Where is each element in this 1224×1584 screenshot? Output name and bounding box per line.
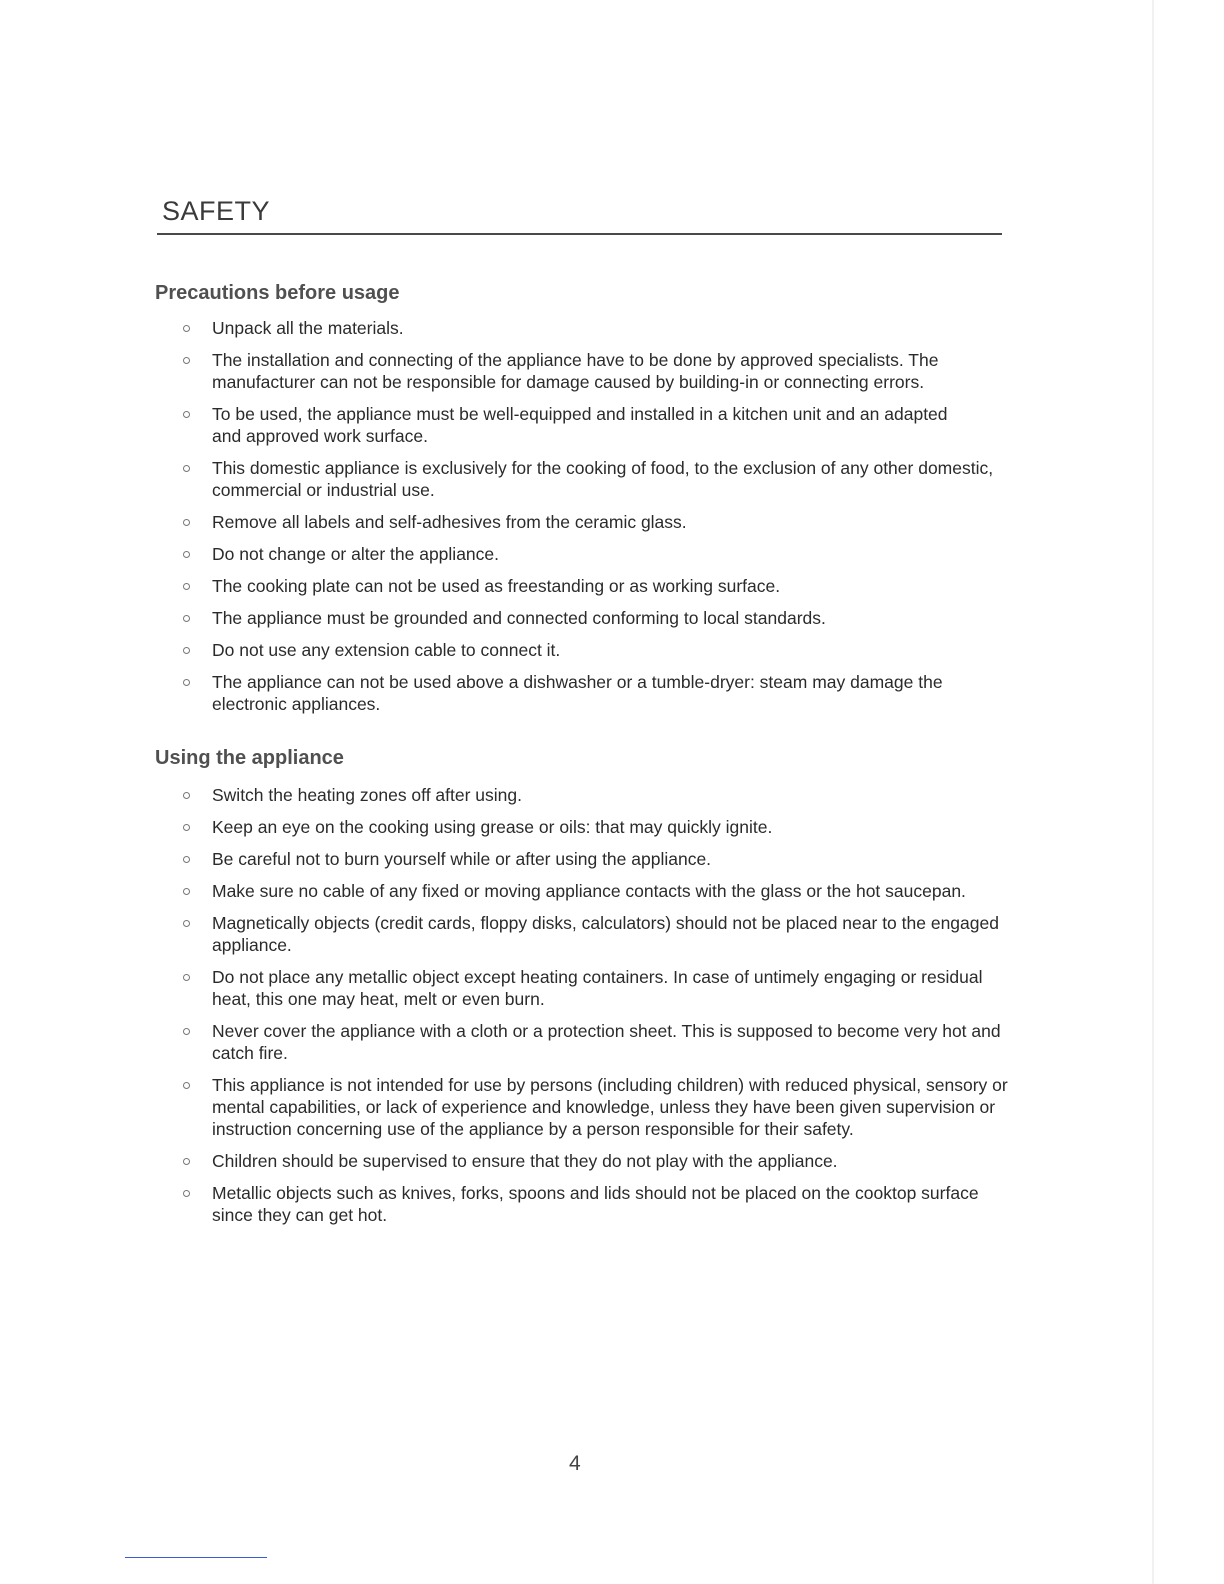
list-item — [170, 543, 1030, 565]
list-item — [170, 1074, 1030, 1140]
list-item-text: This appliance is not intended for use by persons (including children) with reduced physical, sensory or mental capabilities, or lack of experience and knowledge, unless they have been given supervision or instruction concerning use of the appliance by a person responsible for their safety. — [212, 1075, 1008, 1139]
list-item-text: The appliance must be grounded and connected conforming to local standards. — [212, 608, 826, 628]
list-item-text: Be careful not to burn yourself while or after using the appliance. — [212, 849, 712, 869]
bullet-icon — [183, 792, 190, 799]
bullet-icon — [183, 920, 190, 927]
list-item-text: Remove all labels and self-adhesives from the ceramic glass. — [212, 512, 687, 532]
list-item — [170, 880, 1030, 902]
list-item — [170, 848, 1030, 870]
list-item-text: Unpack all the materials. — [212, 318, 404, 338]
list-item-text: The appliance can not be used above a dishwasher or a tumble-dryer: steam may damage the electronic appliances. — [212, 672, 943, 714]
page-number: 4 — [569, 1452, 581, 1475]
bullet-icon — [183, 1082, 190, 1089]
bullet-icon — [183, 583, 190, 590]
list-item-text: Switch the heating zones off after using. — [212, 785, 523, 805]
list-item-text: This domestic appliance is exclusively for the cooking of food, to the exclusion of any other domestic, commercial or industrial use. — [212, 458, 994, 500]
bullet-icon — [183, 357, 190, 364]
bullet-icon — [183, 974, 190, 981]
list-item — [170, 349, 1030, 393]
bullet-icon — [183, 1158, 190, 1165]
list-item — [170, 639, 1030, 661]
list-item — [170, 575, 1030, 597]
bullet-icon — [183, 325, 190, 332]
list-item — [170, 966, 1030, 1010]
list-item — [170, 403, 1030, 447]
list-item — [170, 1150, 1030, 1172]
list-item-text: Magnetically objects (credit cards, floppy disks, calculators) should not be placed near to the engaged appliance. — [212, 913, 999, 955]
bullet-icon — [183, 615, 190, 622]
list-item-text: To be used, the appliance must be well-equipped and installed in a kitchen unit and an adapted and approved work surface. — [212, 404, 948, 446]
list-item-text: Do not change or alter the appliance. — [212, 544, 499, 564]
list-item-text: Never cover the appliance with a cloth or a protection sheet. This is supposed to become very hot and catch fire. — [212, 1021, 1001, 1063]
list-item-text: The cooking plate can not be used as freestanding or as working surface. — [212, 576, 781, 596]
bullet-icon — [183, 824, 190, 831]
page-title: SAFETY — [162, 196, 271, 226]
list-item-text: Make sure no cable of any fixed or moving appliance contacts with the glass or the hot saucepan. — [212, 881, 966, 901]
list-item — [170, 317, 1030, 339]
bullet-icon — [183, 647, 190, 654]
page-edge-shadow — [1152, 0, 1154, 1584]
bullet-icon — [183, 551, 190, 558]
list-item — [170, 1020, 1030, 1064]
precautions-heading: Precautions before usage — [155, 282, 400, 304]
bullet-icon — [183, 856, 190, 863]
list-item-text: Metallic objects such as knives, forks, spoons and lids should not be placed on the cooktop surface since they can get hot. — [212, 1183, 979, 1225]
list-item-text: Keep an eye on the cooking using grease or oils: that may quickly ignite. — [212, 817, 773, 837]
bullet-icon — [183, 411, 190, 418]
footer-line — [125, 1557, 267, 1558]
list-item-text: Do not place any metallic object except heating containers. In case of untimely engaging or residual heat, this one may heat, melt or even burn. — [212, 967, 983, 1009]
list-item-text: Children should be supervised to ensure that they do not play with the appliance. — [212, 1151, 838, 1171]
using-heading: Using the appliance — [155, 747, 344, 769]
bullet-icon — [183, 888, 190, 895]
bullet-icon — [183, 519, 190, 526]
using-list — [170, 784, 1030, 1226]
bullet-icon — [183, 465, 190, 472]
bullet-icon — [183, 1028, 190, 1035]
bullet-icon — [183, 1190, 190, 1197]
title-rule — [157, 233, 1002, 235]
list-item-text: Do not use any extension cable to connect it. — [212, 640, 561, 660]
list-item — [170, 511, 1030, 533]
list-item — [170, 1182, 1030, 1226]
list-item — [170, 912, 1030, 956]
precautions-list — [170, 317, 1030, 715]
list-item — [170, 784, 1030, 806]
list-item — [170, 816, 1030, 838]
list-item — [170, 607, 1030, 629]
list-item — [170, 671, 1030, 715]
bullet-icon — [183, 679, 190, 686]
list-item — [170, 457, 1030, 501]
list-item-text: The installation and connecting of the appliance have to be done by approved specialists. The manufacturer can not be responsible for damage caused by building-in or connecting errors. — [212, 350, 939, 392]
